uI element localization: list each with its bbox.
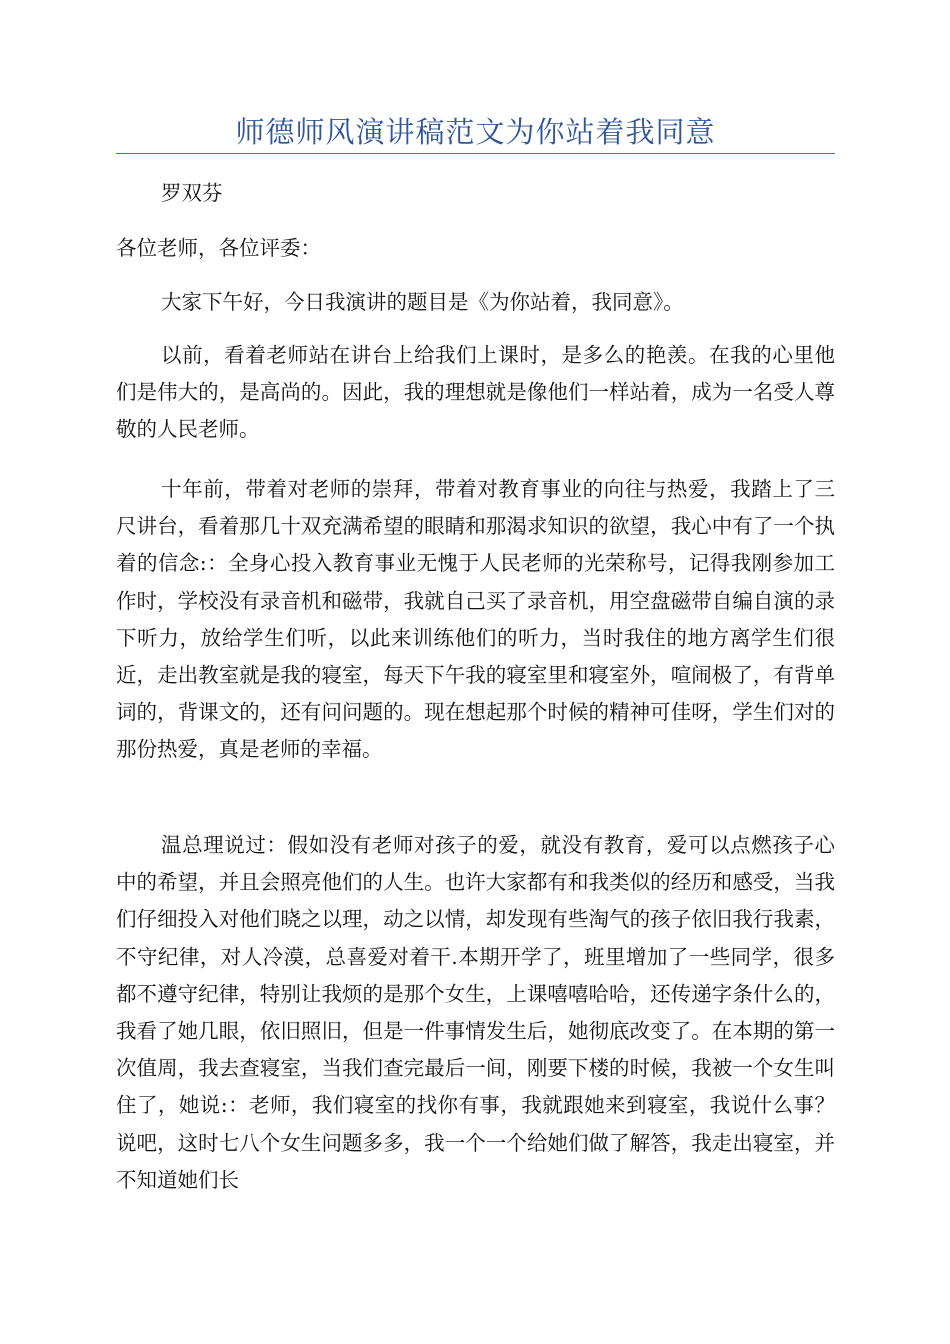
paragraph-text: 十年前，带着对老师的崇拜，带着对教育事业的向往与热爱，我踏上了三尺讲台，看着那几十双充满希望的眼睛和那渴求知识的欲望，我心中有了一个执着的信念:：全身心投入教育事业无愧于人民老师的光荣称号，记得我刚参加工作时，学校没有录音机和磁带，我就自己买了录音机，用空盘磁带自编自演的录下听力，放给学生们听，以此来训练他们的听力，当时我住的地方离学生们很近，走出教室就是我的寝室，每天下午我的寝室里和寝室外，喧闹极了，有背单词的，背课文的，还有问问题的。现在想起那个时候的精神可佳呀，学生们对的那份热爱，真是老师的幸福。 [116, 477, 835, 762]
salutation-text: 各位老师，各位评委： [116, 236, 321, 260]
paragraph-greeting [116, 284, 835, 321]
author-name: 罗双芬 [161, 181, 223, 205]
title-underline [116, 153, 835, 154]
paragraph-text: 大家下午好，今日我演讲的题目是《为你站着，我同意》。 [161, 290, 684, 314]
page-title: 师德师风演讲稿范文为你站着我同意 [235, 115, 716, 149]
paragraph-premier-quote [116, 827, 835, 1199]
paragraph-text: 温总理说过：假如没有老师对孩子的爱，就没有教育，爱可以点燃孩子心中的希望，并且会照亮他们的人生。也许大家都有和我类似的经历和感受，当我们仔细投入对他们晓之以理，动之以情，却发现有些淘气的孩子依旧我行我素，不守纪律，对人冷漠，总喜爱对着干.本期开学了，班里增加了一些同学，很多都不遵守纪律，特别让我烦的是那个女生，上课嘻嘻哈哈，还传递字条什么的，我看了她几眼，依旧照旧，但是一件事情发生后，她彻底改变了。在本期的第一次值周，我去查寝室，当我们查完最后一间，刚要下楼的时候，我被一个女生叫住了，她说:：老师，我们寝室的找你有事，我就跟她来到寝室，我说什么事？说吧，这时七八个女生问题多多，我一个一个给她们做了解答，我走出寝室，并不知道她们长 [116, 833, 835, 1192]
paragraph-text: 以前，看着老师站在讲台上给我们上课时，是多么的艳羡。在我的心里他们是伟大的，是高尚的。因此，我的理想就是像他们一样站着，成为一名受人尊敬的人民老师。 [116, 343, 835, 442]
salutation-line [116, 230, 835, 267]
paragraph-past [116, 337, 835, 449]
author-line [116, 175, 835, 212]
paragraph-ten-years [116, 471, 835, 769]
